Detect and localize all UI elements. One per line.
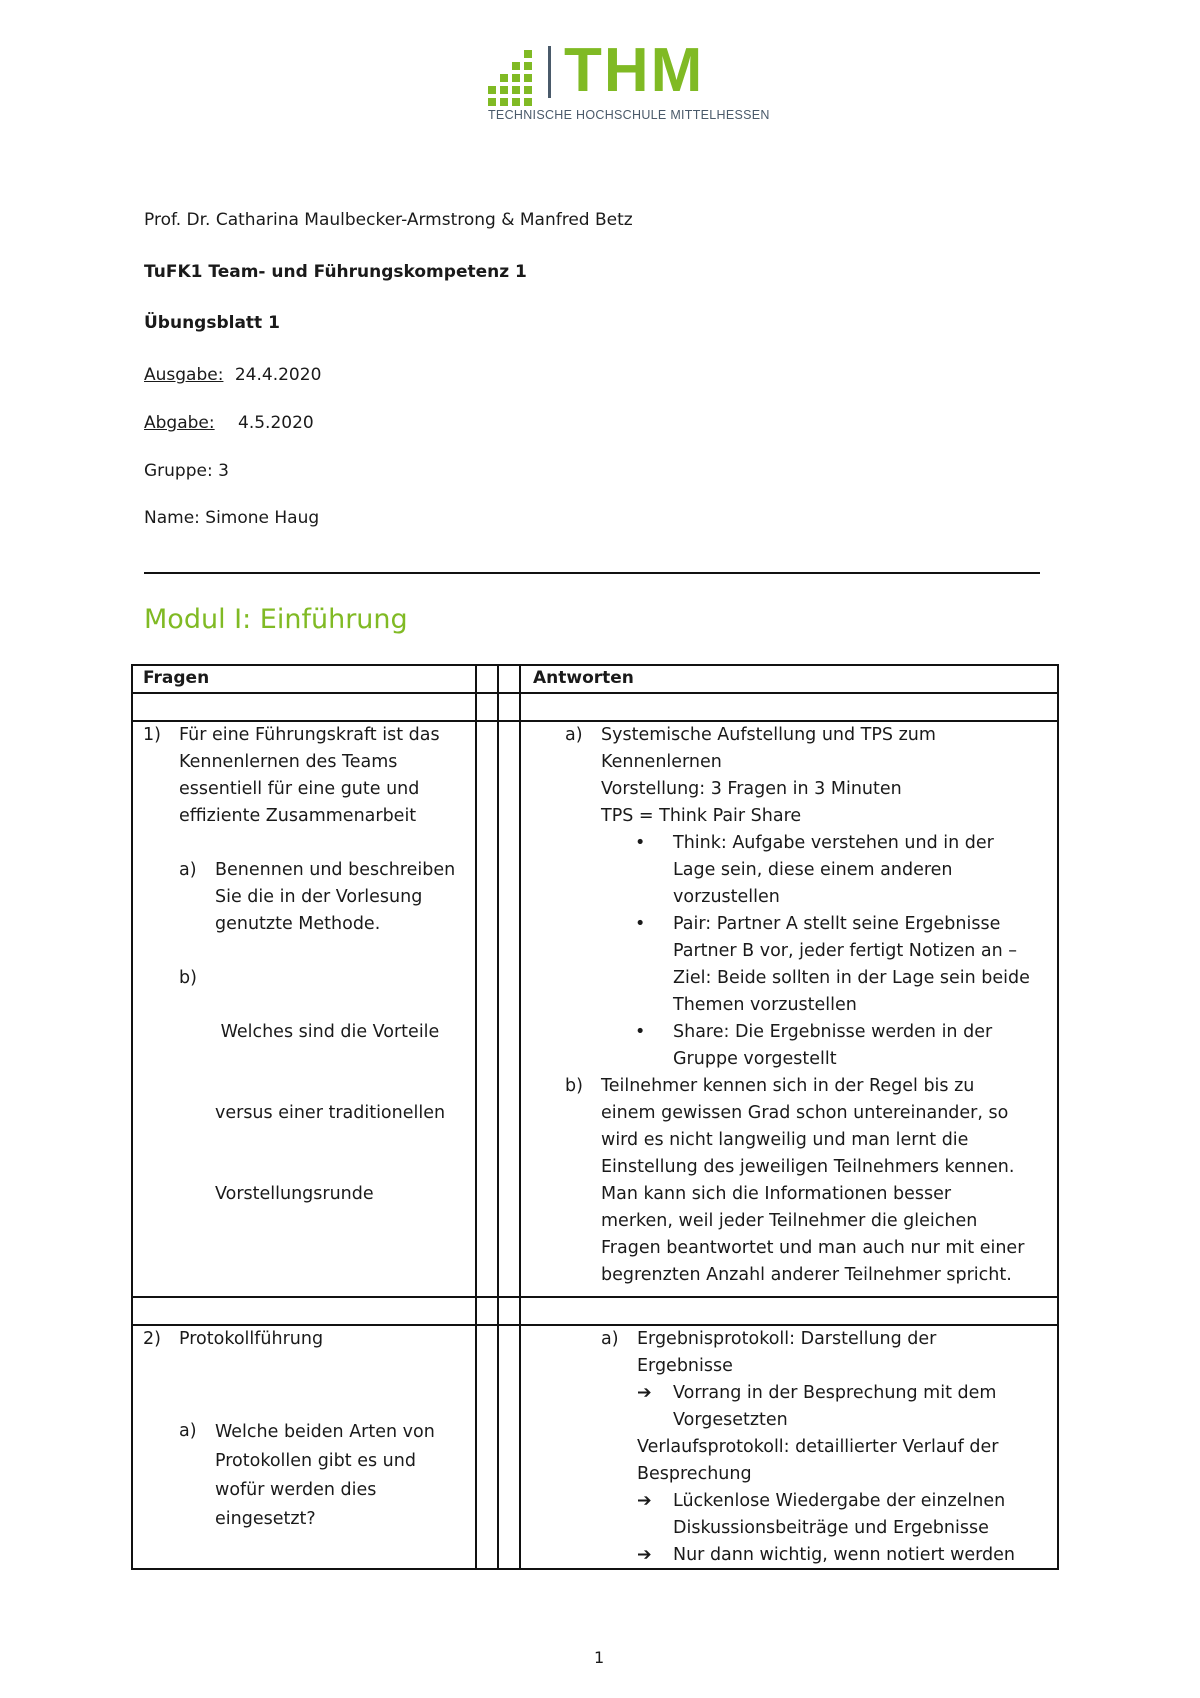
page-number: 1: [594, 1648, 605, 1667]
answer-2-arrow-line: Vorgesetzten: [673, 1410, 788, 1430]
logo-subtitle: TECHNISCHE HOCHSCHULE MITTELHESSEN: [488, 108, 770, 122]
question-2a-line: Protokollen gibt es und: [215, 1451, 416, 1471]
qa-table: [131, 664, 1059, 1570]
bullet-line: Pair: Partner A stellt seine Ergebnisse: [673, 914, 1001, 934]
authors: Prof. Dr. Catharina Maulbecker-Armstrong & Manfred Betz: [144, 210, 633, 230]
gruppe-line: Gruppe: 3: [144, 461, 229, 481]
ausgabe-value: 24.4.2020: [234, 365, 322, 385]
question-1-line: essentiell für eine gute und: [179, 779, 420, 799]
question-1a-label: a): [179, 860, 197, 880]
bullet-line: Themen vorzustellen: [673, 995, 857, 1015]
answer-2-line: Ergebnisse: [637, 1356, 733, 1376]
bullet-line: Ziel: Beide sollten in der Lage sein beide: [673, 968, 1030, 988]
question-2a-line: Welche beiden Arten von: [215, 1422, 435, 1442]
answer-1b-line: einem gewissen Grad schon untereinander, so: [601, 1103, 1009, 1123]
bullet-line: Gruppe vorgestellt: [673, 1049, 837, 1069]
answer-1b-line: Teilnehmer kennen sich in der Regel bis zu: [601, 1076, 975, 1096]
bullet-icon: •: [635, 833, 646, 853]
col-header-answers: Antworten: [533, 668, 634, 688]
answer-1a-label: a): [565, 725, 583, 745]
abgabe-value: 4.5.2020: [238, 413, 314, 433]
answer-2-line: Besprechung: [637, 1464, 752, 1484]
question-1-line: effiziente Zusammenarbeit: [179, 806, 417, 826]
answer-1a-line: Systemische Aufstellung und TPS zum: [601, 725, 936, 745]
question-1a-line: Sie die in der Vorlesung: [215, 887, 423, 907]
logo-dot-grid-icon: [488, 50, 532, 94]
answer-2-line: Ergebnisprotokoll: Darstellung der: [637, 1329, 937, 1349]
module-title: Modul I: Einführung: [144, 604, 408, 635]
abgabe-label: Abgabe:: [144, 413, 215, 433]
course-title: TuFK1 Team- und Führungskompetenz 1: [144, 262, 527, 282]
question-1b-label: b): [179, 968, 197, 988]
answer-1b-line: merken, weil jeder Teilnehmer die gleichen: [601, 1211, 978, 1231]
bullet-icon: •: [635, 914, 646, 934]
ausgabe-label: Ausgabe:: [144, 365, 224, 385]
question-2a-label: a): [179, 1421, 197, 1441]
answer-1b-line: Einstellung des jeweiligen Teilnehmers kennen.: [601, 1157, 1015, 1177]
answer-2a-label: a): [601, 1329, 619, 1349]
question-1b-line: Vorstellungsrunde: [215, 1184, 374, 1204]
bullet-line: vorzustellen: [673, 887, 780, 907]
answer-2-arrow-line: Vorrang in der Besprechung mit dem: [673, 1383, 997, 1403]
question-1a-line: genutzte Methode.: [215, 914, 381, 934]
question-2-number: 2): [143, 1329, 161, 1349]
answer-2-line: Verlaufsprotokoll: detaillierter Verlauf der: [637, 1437, 999, 1457]
answer-2-arrow-line: Lückenlose Wiedergabe der einzelnen: [673, 1491, 1006, 1511]
answer-1a-line: Vorstellung: 3 Fragen in 3 Minuten: [601, 779, 902, 799]
bullet-line: Share: Die Ergebnisse werden in der: [673, 1022, 993, 1042]
logo-wordmark: THM: [564, 36, 705, 105]
col-header-questions: Fragen: [143, 668, 210, 688]
thm-logo: [488, 36, 770, 126]
answer-2-arrow-line: Diskussionsbeiträge und Ergebnisse: [673, 1518, 989, 1538]
name-line: Name: Simone Haug: [144, 508, 320, 528]
logo-divider: [548, 46, 551, 98]
sheet-title: Übungsblatt 1: [144, 313, 280, 333]
arrow-right-icon: ➔: [637, 1545, 652, 1565]
question-1b-line: Welches sind die Vorteile: [215, 1022, 440, 1042]
answer-1b-line: Man kann sich die Informationen besser: [601, 1184, 952, 1204]
answer-1a-line: TPS = Think Pair Share: [601, 806, 802, 826]
question-1-number: 1): [143, 725, 161, 745]
arrow-right-icon: ➔: [637, 1383, 652, 1403]
question-2a-line: wofür werden dies: [215, 1480, 377, 1500]
ausgabe-line: [144, 365, 321, 385]
bullet-line: Partner B vor, jeder fertigt Notizen an –: [673, 941, 1018, 961]
answer-1a-line: Kennenlernen: [601, 752, 722, 772]
answer-2-arrow-line: Nur dann wichtig, wenn notiert werden: [673, 1545, 1016, 1565]
arrow-right-icon: ➔: [637, 1491, 652, 1511]
bullet-icon: •: [635, 1022, 646, 1042]
section-divider: [144, 572, 1040, 574]
answer-1b-label: b): [565, 1076, 583, 1096]
bullet-line: Lage sein, diese einem anderen: [673, 860, 953, 880]
answer-1b-line: wird es nicht langweilig und man lernt die: [601, 1130, 969, 1150]
question-1b-line: versus einer traditionellen: [215, 1103, 446, 1123]
question-1a-line: Benennen und beschreiben: [215, 860, 456, 880]
question-1-line: Für eine Führungskraft ist das: [179, 725, 440, 745]
question-2-title: Protokollführung: [179, 1329, 324, 1349]
answer-1b-line: begrenzten Anzahl anderer Teilnehmer spricht.: [601, 1265, 1012, 1285]
bullet-line: Think: Aufgabe verstehen und in der: [673, 833, 994, 853]
abgabe-line: [144, 413, 314, 433]
question-2a-line: eingesetzt?: [215, 1509, 316, 1529]
answer-1b-line: Fragen beantwortet und man auch nur mit einer: [601, 1238, 1025, 1258]
question-1-line: Kennenlernen des Teams: [179, 752, 398, 772]
